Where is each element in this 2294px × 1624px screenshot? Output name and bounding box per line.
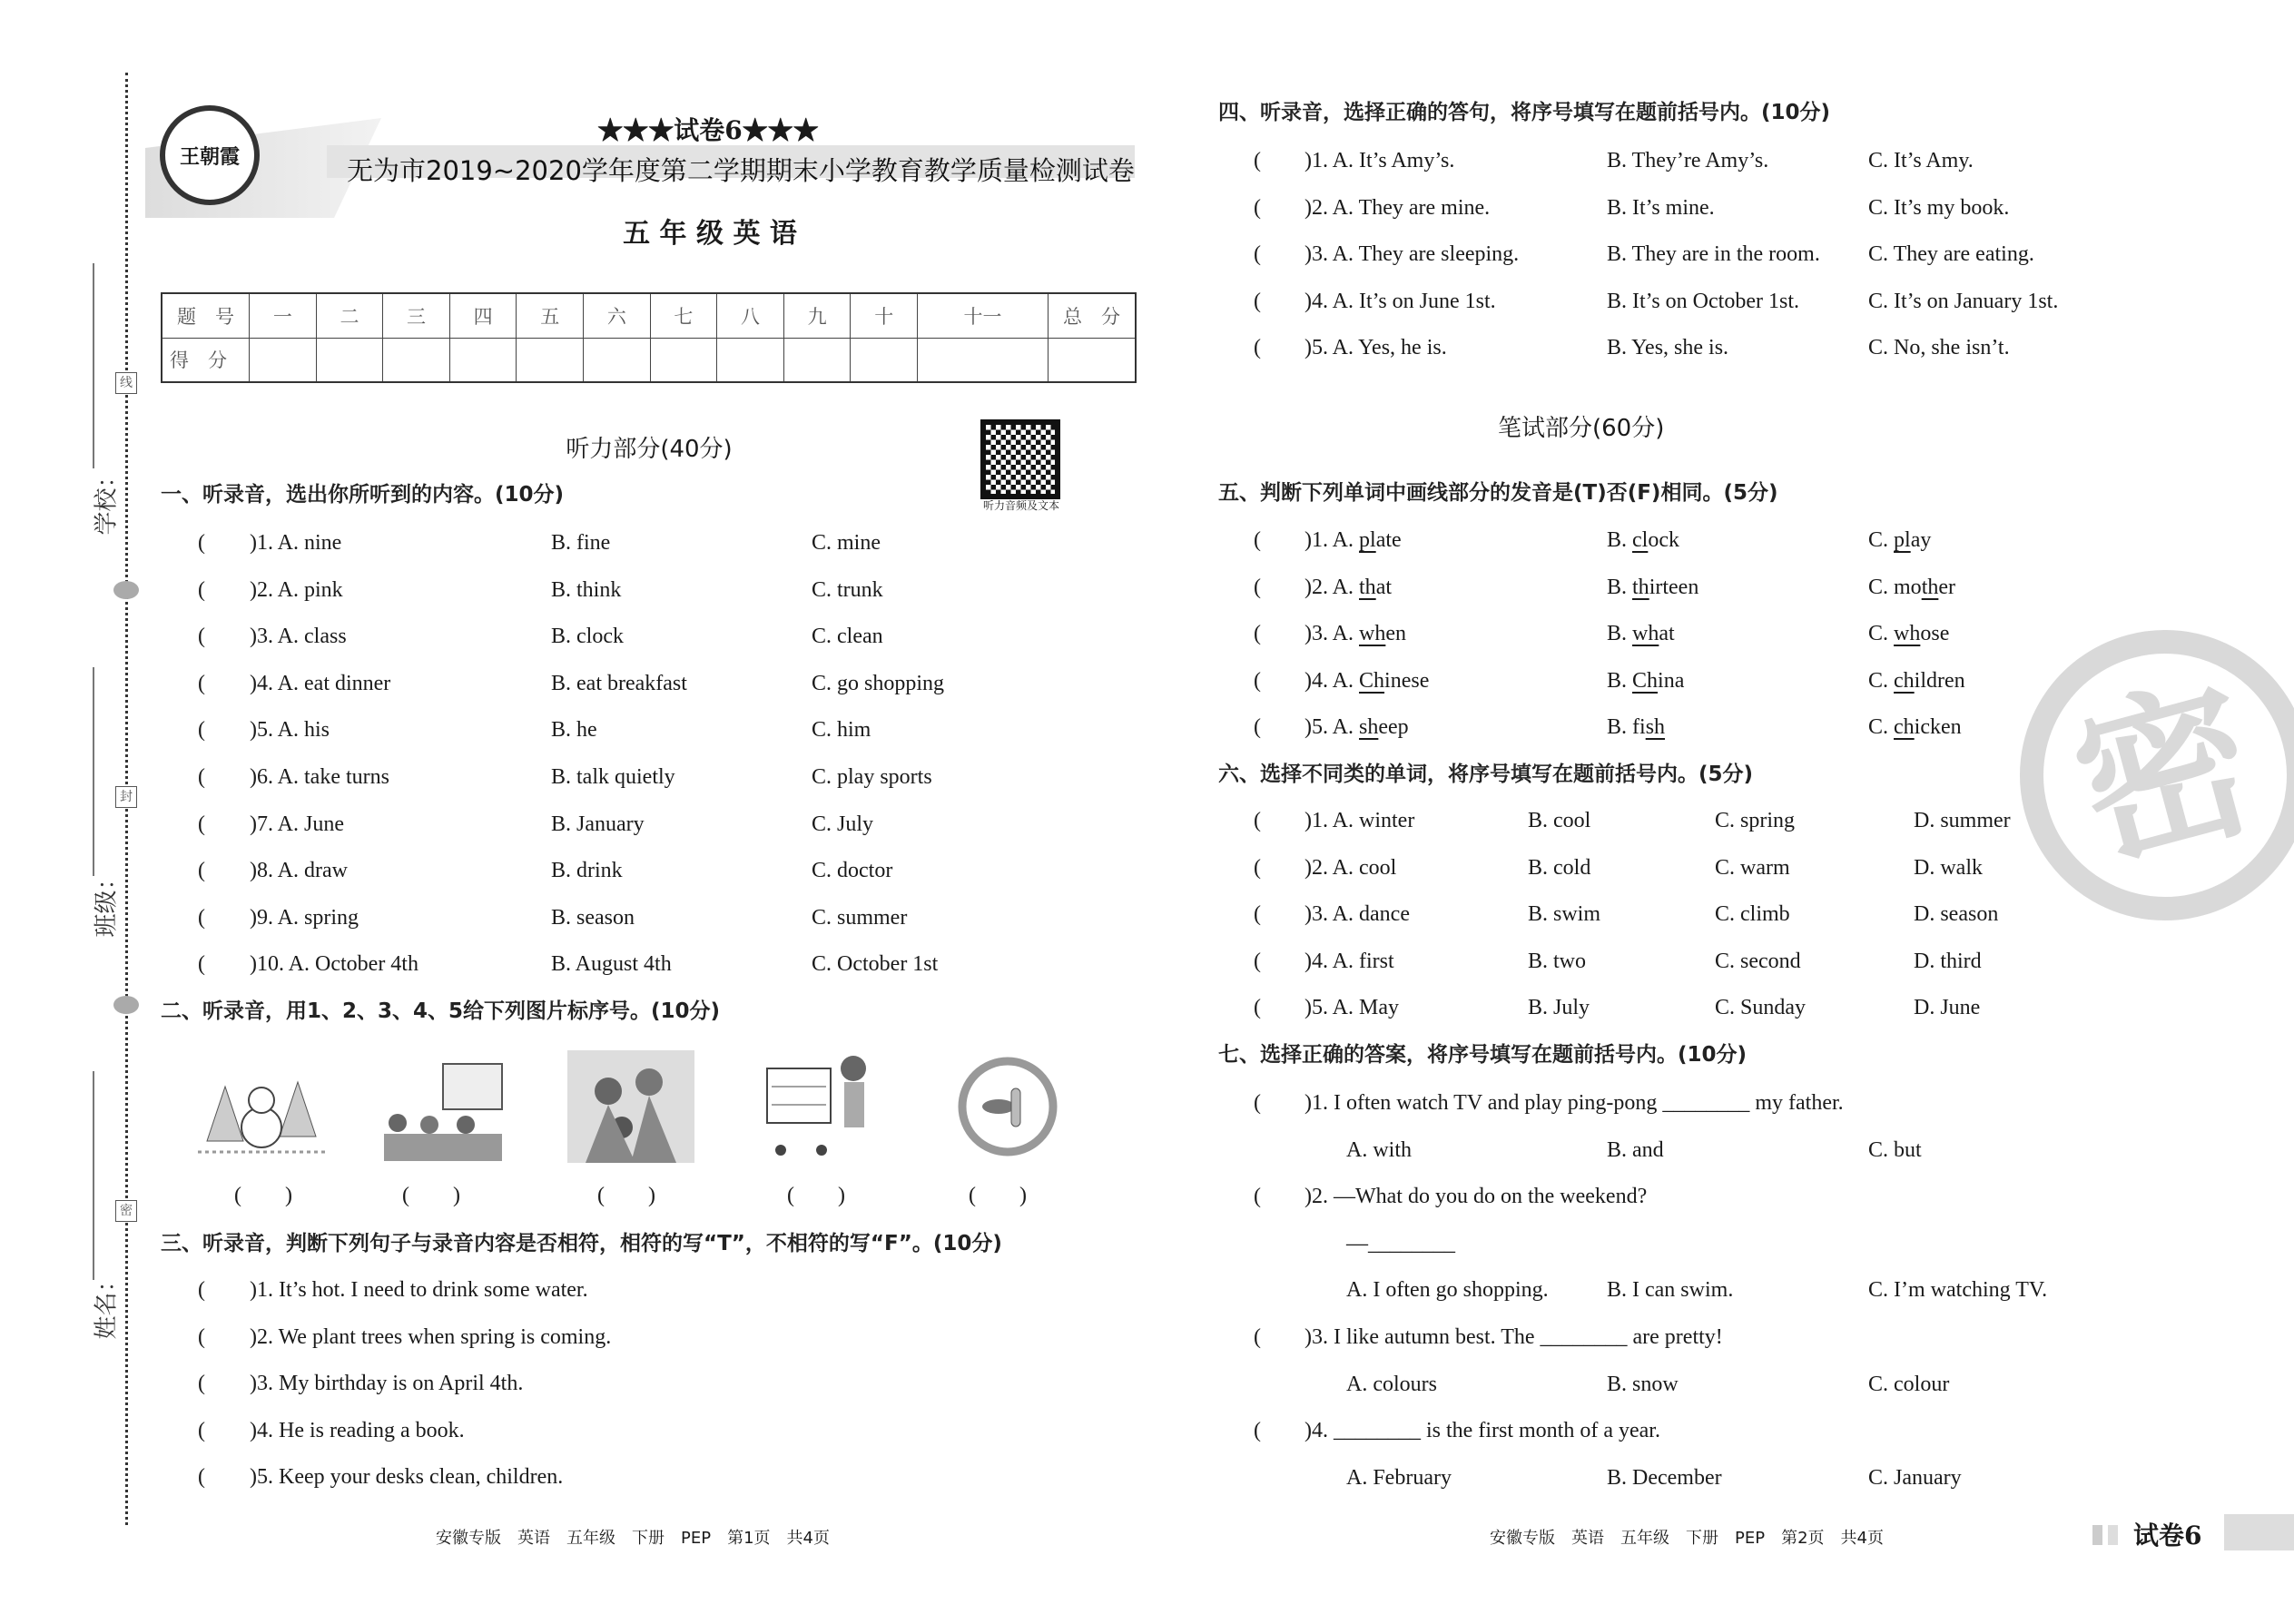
option-a	[1305, 667, 1429, 694]
writing-section-title: 笔试部分(60分)	[1498, 415, 1665, 442]
option-label: B.	[1607, 528, 1633, 552]
underlined-letters: sh	[1359, 715, 1379, 740]
option-a: ) 1. A. winter	[1305, 807, 1414, 834]
option-a: ) 7. A. June	[250, 811, 344, 838]
section-2-title: 二、听录音，用1、2、3、4、5给下列图片标序号。(10分)	[161, 999, 721, 1023]
option-c: C. warm	[1715, 855, 1790, 880]
score-input-cell[interactable]	[316, 338, 383, 382]
answer-blank[interactable]: (	[1254, 622, 1261, 646]
option-a: ) 3. A. They are sleeping.	[1305, 241, 1519, 268]
option-c: C. second	[1715, 949, 1801, 973]
option-b: B. he	[551, 718, 597, 743]
option-c: C. him	[812, 718, 871, 743]
name-line	[93, 1071, 94, 1280]
option-a: ) 9. A. spring	[250, 904, 359, 931]
option-a: ) 4. A. first	[1305, 948, 1394, 975]
answer-blank[interactable]: (	[1254, 575, 1261, 599]
answer-blank[interactable]: (	[198, 1324, 205, 1349]
question: ) 1. I often watch TV and play ping-pong ________ my father.	[1305, 1089, 1844, 1117]
score-header-cell: 一	[250, 293, 317, 338]
option-b: B. I can swim.	[1607, 1278, 1734, 1302]
answer-blank[interactable]: (	[1254, 242, 1261, 267]
score-input-cell[interactable]	[851, 338, 918, 382]
underlined-letters: Ch	[1632, 668, 1659, 693]
option-c: C. mine	[812, 531, 881, 555]
score-input-cell[interactable]	[650, 338, 717, 382]
option-a: ) 5. A. Yes, he is.	[1305, 334, 1447, 361]
option-b: B. January	[551, 812, 645, 836]
statement: ) 2. We plant trees when spring is coming.	[250, 1324, 611, 1351]
option-b: B. think	[551, 577, 622, 602]
corner-decoration	[2092, 1525, 2118, 1545]
option-c: C. October 1st	[812, 952, 939, 977]
option-b: B. eat breakfast	[551, 671, 687, 695]
option-b	[1607, 574, 1698, 601]
answer-blank[interactable]: (	[198, 765, 205, 789]
option-c: C. January	[1868, 1466, 1962, 1490]
option-a: ) 1. A. nine	[250, 529, 341, 556]
option-label: 2. A.	[1312, 575, 1360, 599]
score-header-cell: 八	[717, 293, 784, 338]
underlined-letters: cl	[1632, 528, 1649, 552]
qr-code[interactable]	[980, 419, 1060, 499]
option-a: ) 5. A. May	[1305, 994, 1399, 1021]
underlined-letters: wh	[1894, 622, 1921, 646]
word-part: eep	[1378, 715, 1409, 740]
option-d: D. walk	[1914, 855, 1983, 880]
answer-blank[interactable]: (	[198, 1418, 205, 1442]
option-a: A. I often go shopping.	[1346, 1278, 1549, 1302]
seal-mark-line: 线	[115, 372, 137, 394]
answer-blank[interactable]: (	[1254, 715, 1261, 740]
option-c: C. July	[812, 812, 874, 836]
option-a: A. February	[1346, 1466, 1452, 1490]
underlined-letters: wh	[1359, 622, 1386, 646]
answer-blank[interactable]: (	[198, 1465, 205, 1490]
score-input-cell[interactable]	[1048, 338, 1136, 382]
option-a	[1305, 527, 1402, 554]
answer-blank[interactable]: (	[1254, 902, 1261, 927]
score-header-cell: 九	[783, 293, 851, 338]
option-b: B. December	[1607, 1466, 1722, 1490]
score-input-cell[interactable]	[517, 338, 584, 382]
option-a	[1305, 620, 1406, 647]
option-a: ) 10. A. October 4th	[250, 950, 418, 978]
option-c: C. clean	[812, 625, 883, 649]
option-b: B. drink	[551, 859, 623, 883]
answer-line: —________	[1346, 1232, 1455, 1255]
option-b: B. They are in the room.	[1607, 242, 1820, 267]
option-d: D. June	[1914, 996, 1981, 1020]
option-b	[1607, 714, 1665, 741]
option-c	[1868, 714, 1962, 741]
option-d: D. summer	[1914, 809, 2011, 832]
option-c	[1868, 574, 1955, 601]
option-label: C.	[1868, 668, 1895, 693]
option-label: 4. A.	[1312, 668, 1360, 693]
word-part: ina	[1658, 668, 1685, 693]
score-header-cell: 七	[650, 293, 717, 338]
underlined-letters: sh	[1645, 715, 1666, 740]
score-table	[161, 292, 1137, 383]
answer-blank[interactable]: (	[1254, 809, 1261, 832]
option-b: B. season	[551, 905, 635, 930]
word-part: mo	[1894, 575, 1922, 599]
option-c	[1868, 527, 1931, 554]
score-header-cell: 六	[584, 293, 651, 338]
option-a: ) 3. A. dance	[1305, 901, 1410, 928]
answer-blank[interactable]: (	[198, 577, 205, 602]
option-b	[1607, 620, 1675, 647]
statement: ) 1. It’s hot. I need to drink some water.	[250, 1276, 588, 1304]
underlined-letters: th	[1632, 575, 1649, 599]
answer-blank[interactable]: (	[198, 1278, 205, 1302]
watermark-text: 密	[2055, 655, 2275, 894]
paper-number-tab: 试卷6	[2133, 1521, 2202, 1550]
option-b: B. July	[1528, 996, 1590, 1020]
underlined-letters: th	[1359, 575, 1376, 599]
option-b: B. swim	[1528, 902, 1601, 927]
option-b: B. two	[1528, 949, 1587, 973]
option-a: ) 2. A. pink	[250, 576, 343, 604]
option-label: 5. A.	[1312, 715, 1360, 740]
option-b: B. cool	[1528, 809, 1591, 832]
picture-answer-blank[interactable]: ( )	[969, 1184, 1027, 1207]
option-c: C. but	[1868, 1138, 1922, 1162]
word-part: er	[1938, 575, 1956, 599]
answer-blank[interactable]: (	[198, 625, 205, 649]
answer-blank[interactable]: (	[198, 905, 205, 930]
section-7-title: 七、选择正确的答案，将序号填写在题前括号内。(10分)	[1218, 1043, 1748, 1067]
section-3-title: 三、听录音，判断下列句子与录音内容是否相符，相符的写“T”，不相符的写“F”。(10分)	[161, 1232, 1002, 1255]
score-header-cell: 四	[449, 293, 517, 338]
question: ) 2. —What do you do on the weekend?	[1305, 1183, 1647, 1210]
school-label: 学校：	[93, 464, 121, 536]
corner-gray-block	[2224, 1514, 2294, 1550]
word-part: en	[1385, 622, 1407, 646]
answer-blank[interactable]: (	[1254, 1091, 1261, 1115]
option-label: C.	[1868, 715, 1895, 740]
underlined-letters: ch	[1894, 715, 1915, 740]
answer-blank[interactable]: (	[198, 812, 205, 836]
qr-caption: 听力音频及文本	[982, 499, 1059, 512]
option-c: C. I’m watching TV.	[1868, 1278, 2048, 1302]
score-header-cell: 总 分	[1048, 293, 1136, 338]
option-a: ) 2. A. cool	[1305, 854, 1396, 881]
option-b: B. They’re Amy’s.	[1607, 149, 1769, 172]
logo-text: 王朝霞	[179, 144, 240, 169]
section-5-title: 五、判断下列单词中画线部分的发音是(T)否(F)相同。(5分)	[1218, 481, 1778, 505]
option-label: B.	[1607, 715, 1633, 740]
option-a: A. with	[1346, 1138, 1412, 1162]
option-d: D. third	[1914, 949, 1982, 973]
option-c	[1868, 667, 1965, 694]
option-a: ) 4. A. It’s on June 1st.	[1305, 288, 1496, 315]
option-b: B. fine	[551, 531, 611, 555]
word-part: at	[1375, 575, 1393, 599]
option-c: C. doctor	[812, 859, 893, 883]
answer-blank[interactable]: (	[1254, 336, 1261, 360]
school-line	[93, 263, 94, 468]
option-b	[1607, 667, 1684, 694]
score-header-cell: 十一	[918, 293, 1049, 338]
word-part: ildren	[1914, 668, 1965, 693]
option-label: C.	[1868, 622, 1895, 646]
option-label: B.	[1607, 668, 1633, 693]
publisher-logo	[160, 105, 260, 205]
option-a: ) 8. A. draw	[250, 857, 348, 884]
answer-blank[interactable]: (	[1254, 996, 1261, 1020]
class-label: 班级：	[93, 866, 121, 938]
option-a: ) 1. A. It’s Amy’s.	[1305, 147, 1454, 174]
footer-left: 安徽专版 英语 五年级 下册 PEP 第1页 共4页	[436, 1529, 830, 1548]
answer-blank[interactable]: (	[1254, 195, 1261, 220]
underlined-letters: Ch	[1359, 668, 1385, 693]
statement: ) 3. My birthday is on April 4th.	[250, 1370, 523, 1397]
option-label: 3. A.	[1312, 622, 1360, 646]
statement: ) 5. Keep your desks clean, children.	[250, 1463, 563, 1491]
word-part: irteen	[1649, 575, 1699, 599]
option-b: B. clock	[551, 625, 624, 649]
answer-blank[interactable]: (	[198, 1372, 205, 1396]
name-label: 姓名：	[93, 1268, 121, 1340]
picture-answer-blank[interactable]: ( )	[234, 1184, 292, 1207]
snowman-picture	[198, 1050, 325, 1163]
score-header-cell: 五	[517, 293, 584, 338]
exam-subtitle: 五 年 级 英 语	[623, 218, 797, 250]
score-header-cell: 十	[851, 293, 918, 338]
classroom-picture	[379, 1050, 507, 1163]
option-b: B. and	[1607, 1138, 1664, 1162]
option-label: B.	[1607, 622, 1633, 646]
seal-mark-secret: 密	[115, 1200, 137, 1222]
option-c: C. climb	[1715, 902, 1790, 927]
option-a: ) 2. A. They are mine.	[1305, 194, 1490, 221]
answer-blank[interactable]: (	[1254, 949, 1261, 973]
underlined-letters: wh	[1632, 622, 1659, 646]
option-a: A. colours	[1346, 1373, 1437, 1396]
score-input-cell[interactable]	[584, 338, 651, 382]
option-label: 1. A.	[1312, 528, 1360, 552]
option-a	[1305, 574, 1392, 601]
answer-blank[interactable]: (	[1254, 1419, 1261, 1442]
answer-blank[interactable]: (	[198, 859, 205, 883]
option-c: C. play sports	[812, 765, 932, 789]
option-c: C. summer	[812, 905, 908, 930]
quiet-sign-picture	[953, 1050, 1080, 1163]
score-input-cell[interactable]	[383, 338, 450, 382]
option-c: C. No, she isn’t.	[1868, 336, 2010, 360]
seal-mark-seal: 封	[115, 786, 137, 808]
option-label: C.	[1868, 528, 1895, 552]
answer-blank[interactable]: (	[198, 718, 205, 743]
answer-blank[interactable]: (	[1254, 1185, 1261, 1208]
answer-blank[interactable]: (	[1254, 289, 1261, 313]
score-input-cell[interactable]	[783, 338, 851, 382]
section-1-title: 一、听录音，选出你所听到的内容。(10分)	[161, 483, 565, 507]
class-line	[93, 667, 94, 876]
option-b: B. snow	[1607, 1373, 1679, 1396]
scissors-icon	[113, 996, 139, 1014]
answer-blank[interactable]: (	[1254, 668, 1261, 693]
option-label: B.	[1607, 575, 1633, 599]
option-b: B. It’s on October 1st.	[1607, 289, 1799, 313]
option-c: C. It’s on January 1st.	[1868, 289, 2059, 313]
option-c: C. colour	[1868, 1373, 1950, 1396]
score-header-row	[162, 293, 1136, 338]
word-part: icken	[1914, 715, 1962, 740]
footer-right: 安徽专版 英语 五年级 下册 PEP 第2页 共4页	[1490, 1529, 1884, 1548]
score-header-cell: 三	[383, 293, 450, 338]
section-6-title: 六、选择不同类的单词，将序号填写在题前括号内。(5分)	[1218, 763, 1754, 786]
word-part: ay	[1910, 528, 1932, 552]
picture-answer-blank[interactable]: ( )	[787, 1184, 845, 1207]
option-c: C. spring	[1715, 809, 1796, 832]
score-input-cell[interactable]	[918, 338, 1049, 382]
listening-section-title: 听力部分(40分)	[566, 436, 733, 463]
option-b: B. talk quietly	[551, 765, 675, 789]
option-a: ) 6. A. take turns	[250, 763, 389, 791]
confidential-watermark	[1987, 597, 2294, 953]
question: ) 4. ________ is the first month of a year.	[1305, 1417, 1660, 1444]
option-b: B. Yes, she is.	[1607, 336, 1729, 360]
statement: ) 4. He is reading a book.	[250, 1417, 465, 1444]
score-header-cell: 二	[316, 293, 383, 338]
answer-blank[interactable]: (	[198, 952, 205, 977]
option-c: C. go shopping	[812, 671, 945, 695]
word-part: inese	[1384, 668, 1430, 693]
underlined-letters: th	[1921, 575, 1939, 599]
question: ) 3. I like autumn best. The ________ are pretty!	[1305, 1324, 1723, 1351]
picture-answer-blank[interactable]: ( )	[402, 1184, 460, 1207]
option-c: C. They are eating.	[1868, 242, 2034, 267]
option-a: ) 3. A. class	[250, 623, 347, 650]
option-b: B. cold	[1528, 855, 1591, 880]
picture-answer-blank[interactable]: ( )	[597, 1184, 655, 1207]
option-a: ) 5. A. his	[250, 716, 330, 743]
option-d: D. season	[1914, 902, 1999, 927]
shopping-picture	[758, 1050, 885, 1163]
word-part: ose	[1920, 622, 1950, 646]
word-part: fi	[1632, 715, 1646, 740]
scissors-icon	[113, 581, 139, 599]
option-a: ) 4. A. eat dinner	[250, 670, 390, 697]
option-c: C. It’s my book.	[1868, 195, 2010, 220]
word-part: ock	[1648, 528, 1679, 552]
answer-blank[interactable]: (	[198, 531, 205, 555]
word-part: at	[1659, 622, 1675, 646]
option-c: C. It’s Amy.	[1868, 149, 1974, 172]
option-c: C. Sunday	[1715, 996, 1807, 1020]
option-label: C.	[1868, 575, 1895, 599]
option-c: C. trunk	[812, 577, 883, 602]
answer-blank[interactable]: (	[1254, 149, 1261, 172]
option-b	[1607, 527, 1679, 554]
score-input-cell[interactable]	[449, 338, 517, 382]
option-a	[1305, 714, 1409, 741]
score-input-cell[interactable]	[250, 338, 317, 382]
section-4-title: 四、听录音，选择正确的答句，将序号填写在题前括号内。(10分)	[1218, 101, 1831, 124]
score-row-label: 得 分	[162, 338, 250, 382]
paper-number-badge: ★★★试卷6★★★	[597, 115, 819, 145]
answer-blank[interactable]: (	[1254, 528, 1261, 552]
option-b: B. August 4th	[551, 952, 672, 977]
family-picture	[567, 1050, 694, 1163]
word-part: ate	[1375, 528, 1402, 552]
underlined-letters: ch	[1894, 668, 1915, 693]
score-input-row	[162, 338, 1136, 382]
answer-blank[interactable]: (	[198, 671, 205, 695]
score-input-cell[interactable]	[717, 338, 784, 382]
option-b: B. It’s mine.	[1607, 195, 1715, 220]
underlined-letters: pl	[1359, 528, 1376, 552]
score-header-cell: 题 号	[162, 293, 250, 338]
answer-blank[interactable]: (	[1254, 855, 1261, 880]
exam-title: 无为市2019~2020学年度第二学期期末小学教育教学质量检测试卷	[347, 155, 1135, 186]
option-c	[1868, 620, 1949, 647]
underlined-letters: pl	[1894, 528, 1911, 552]
answer-blank[interactable]: (	[1254, 1325, 1261, 1349]
